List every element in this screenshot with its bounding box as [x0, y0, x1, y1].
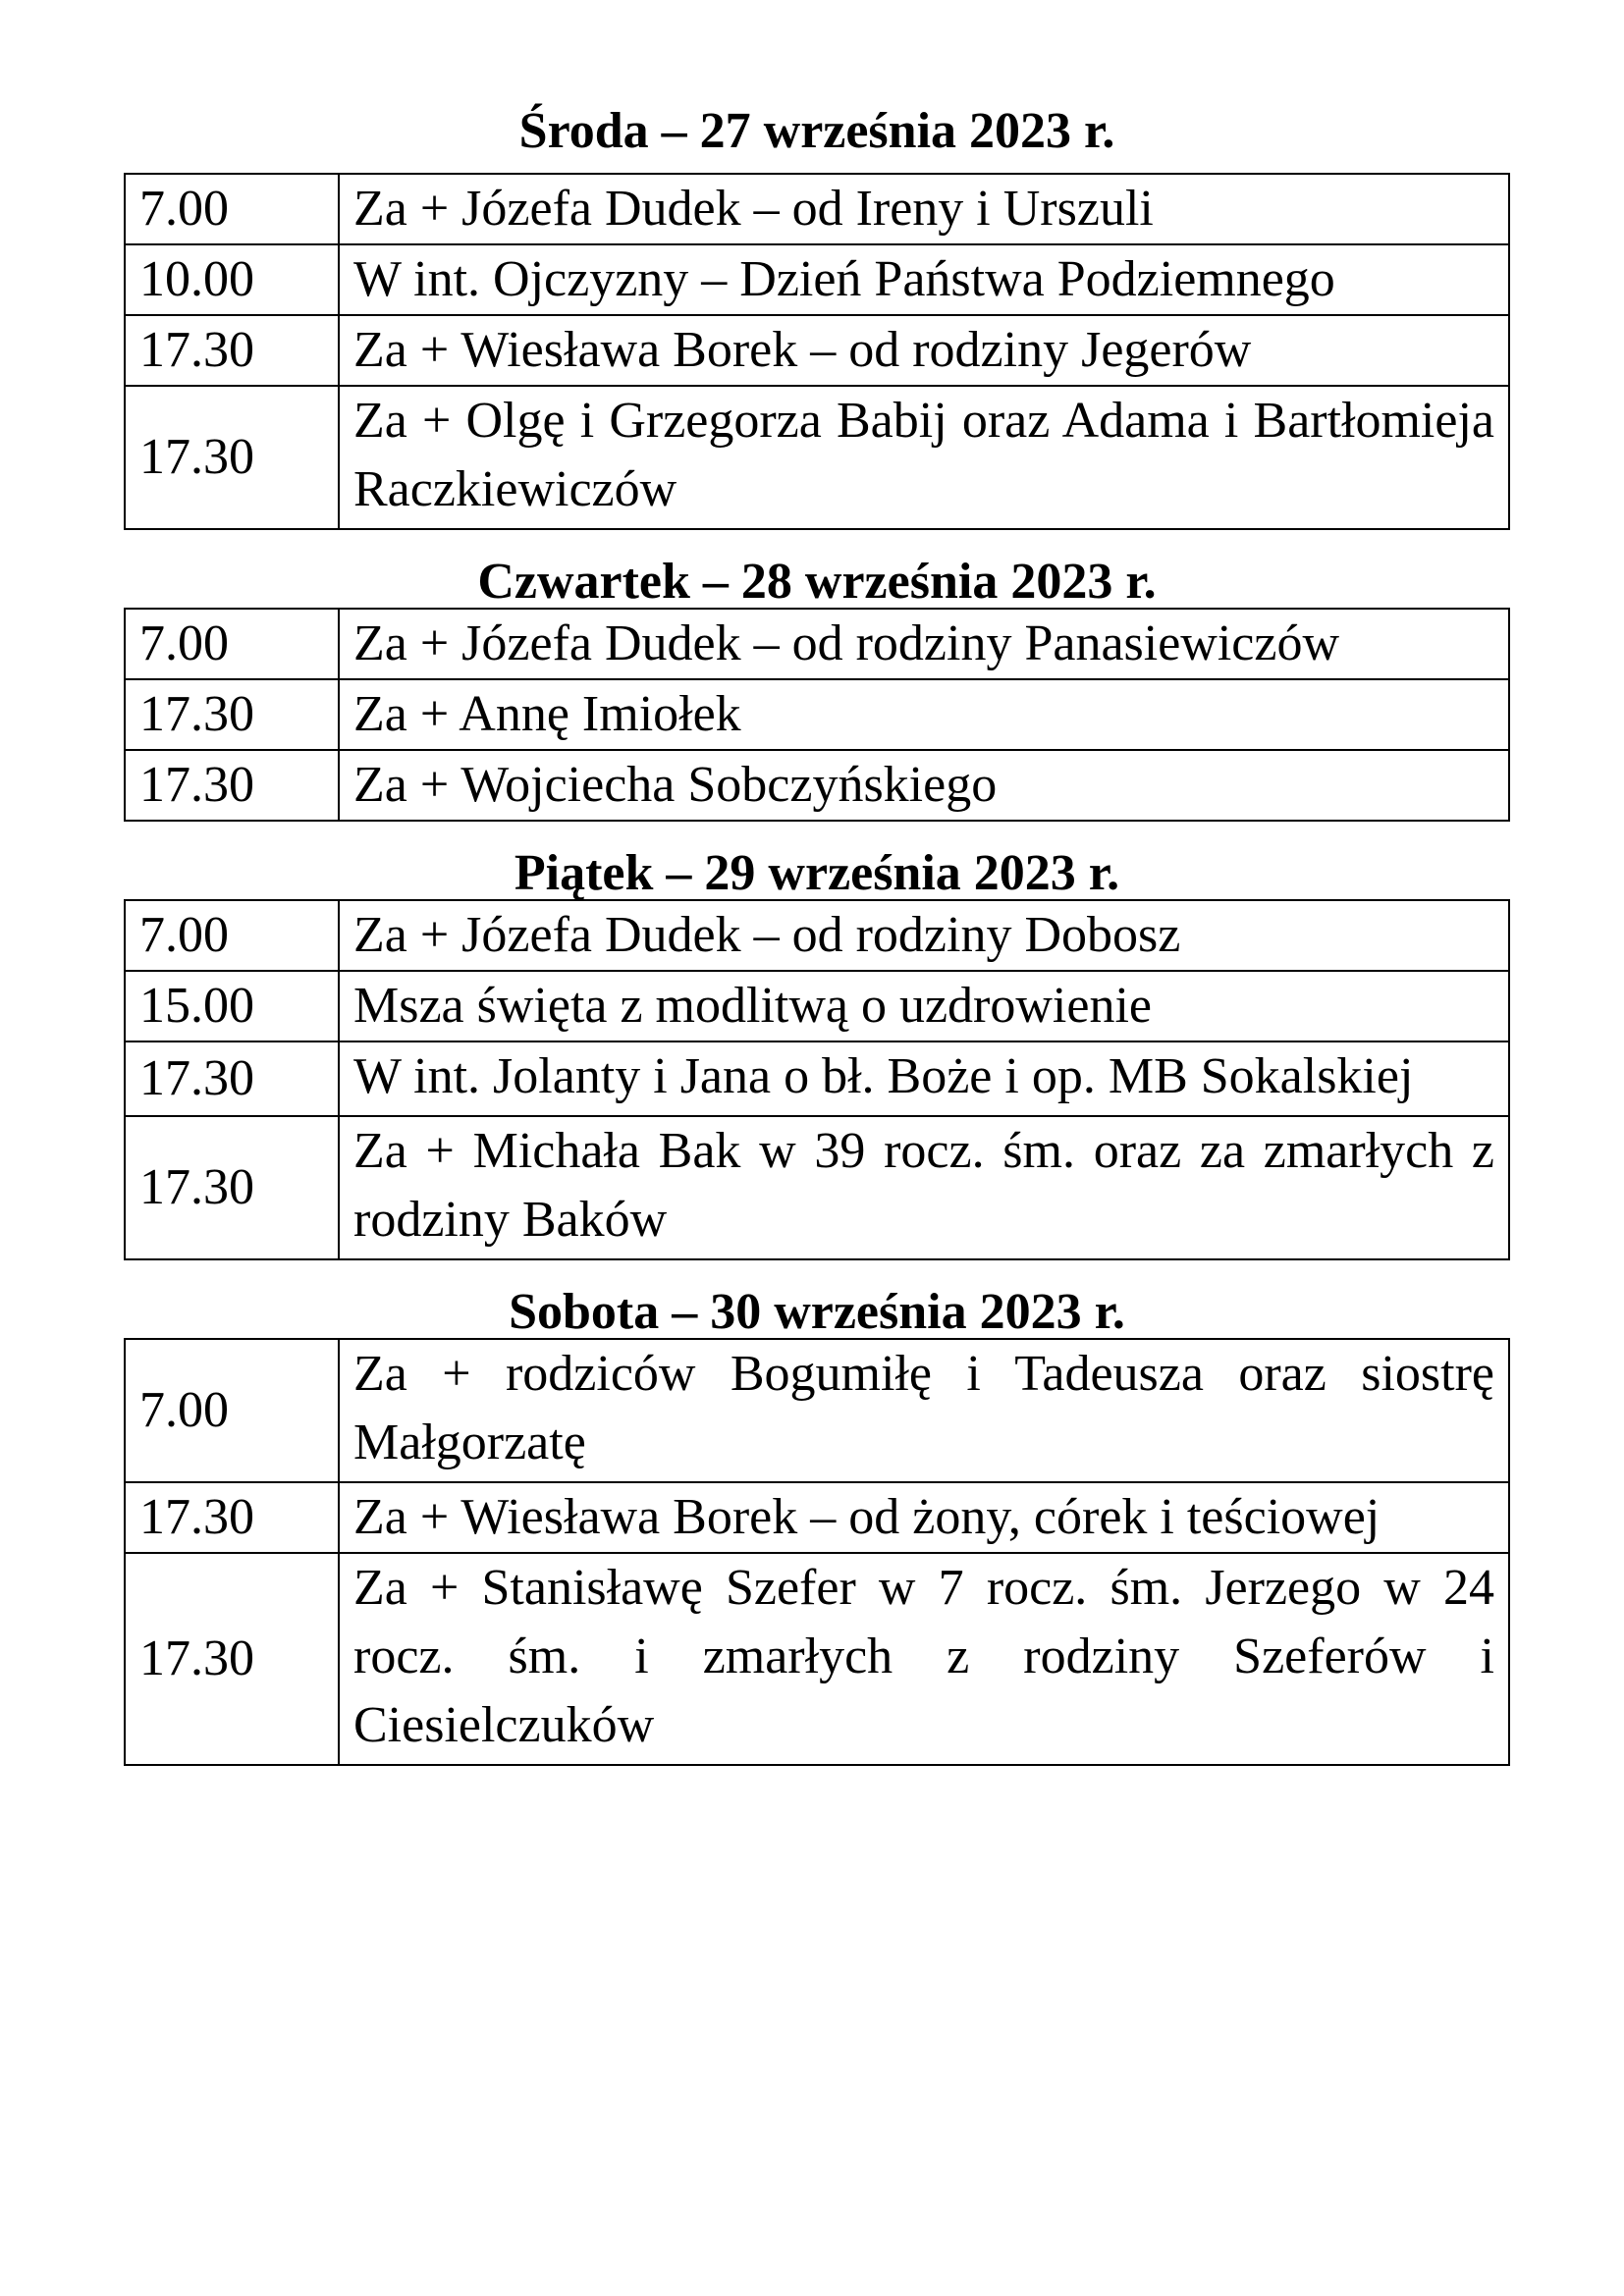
mass-intention: Za + Wojciecha Sobczyńskiego	[339, 750, 1509, 821]
mass-time: 17.30	[125, 750, 339, 821]
mass-time: 7.00	[125, 900, 339, 971]
table-row	[125, 971, 1509, 1041]
mass-intention: Za + Wiesława Borek – od rodziny Jegerów	[339, 315, 1509, 386]
mass-intention: Za + rodziców Bogumiłę i Tadeusza oraz siostrę Małgorzatę	[339, 1339, 1509, 1482]
table-row	[125, 1116, 1509, 1259]
mass-time: 17.30	[125, 1116, 339, 1259]
mass-time: 17.30	[125, 679, 339, 750]
mass-time: 17.30	[125, 315, 339, 386]
mass-intention: W int. Ojczyzny – Dzień Państwa Podziemnego	[339, 244, 1509, 315]
mass-time: 17.30	[125, 1553, 339, 1765]
mass-table-friday	[124, 899, 1510, 1260]
mass-time: 15.00	[125, 971, 339, 1041]
mass-table-wednesday	[124, 173, 1510, 530]
mass-intention: Msza święta z modlitwą o uzdrowienie	[339, 971, 1509, 1041]
mass-time: 7.00	[125, 174, 339, 244]
table-row	[125, 750, 1509, 821]
mass-time: 7.00	[125, 1339, 339, 1482]
mass-intention: Za + Stanisławę Szefer w 7 rocz. śm. Jerzego w 24 rocz. śm. i zmarłych z rodziny Szeferów i Ciesielczuków	[339, 1553, 1509, 1765]
mass-intention: Za + Michała Bak w 39 rocz. śm. oraz za zmarłych z rodziny Baków	[339, 1116, 1509, 1259]
mass-intention: Za + Józefa Dudek – od rodziny Dobosz	[339, 900, 1509, 971]
mass-table-saturday	[124, 1338, 1510, 1766]
mass-intention: Za + Olgę i Grzegorza Babij oraz Adama i Bartłomieja Raczkiewiczów	[339, 386, 1509, 529]
mass-time: 17.30	[125, 386, 339, 529]
table-row	[125, 1553, 1509, 1765]
mass-schedule-page	[124, 94, 1510, 1783]
table-row	[125, 1339, 1509, 1482]
mass-intention: Za + Annę Imiołek	[339, 679, 1509, 750]
mass-time: 17.30	[125, 1041, 339, 1116]
mass-time: 17.30	[125, 1482, 339, 1553]
day-heading-saturday: Sobota – 30 września 2023 r.	[509, 1284, 1125, 1340]
mass-table-thursday	[124, 608, 1510, 822]
mass-intention: Za + Józefa Dudek – od rodziny Panasiewiczów	[339, 609, 1509, 679]
table-row	[125, 679, 1509, 750]
table-row	[125, 315, 1509, 386]
mass-intention: W int. Jolanty i Jana o bł. Boże i op. MB Sokalskiej	[339, 1041, 1509, 1116]
table-row	[125, 609, 1509, 679]
mass-time: 7.00	[125, 609, 339, 679]
day-heading-wednesday: Środa – 27 września 2023 r.	[518, 103, 1115, 159]
mass-intention: Za + Józefa Dudek – od Ireny i Urszuli	[339, 174, 1509, 244]
day-heading-friday: Piątek – 29 września 2023 r.	[514, 845, 1120, 901]
mass-time: 10.00	[125, 244, 339, 315]
day-heading-thursday: Czwartek – 28 września 2023 r.	[477, 554, 1157, 610]
table-row	[125, 1482, 1509, 1553]
table-row	[125, 244, 1509, 315]
table-row	[125, 386, 1509, 529]
table-row	[125, 900, 1509, 971]
table-row	[125, 1041, 1509, 1116]
table-row	[125, 174, 1509, 244]
mass-intention: Za + Wiesława Borek – od żony, córek i teściowej	[339, 1482, 1509, 1553]
